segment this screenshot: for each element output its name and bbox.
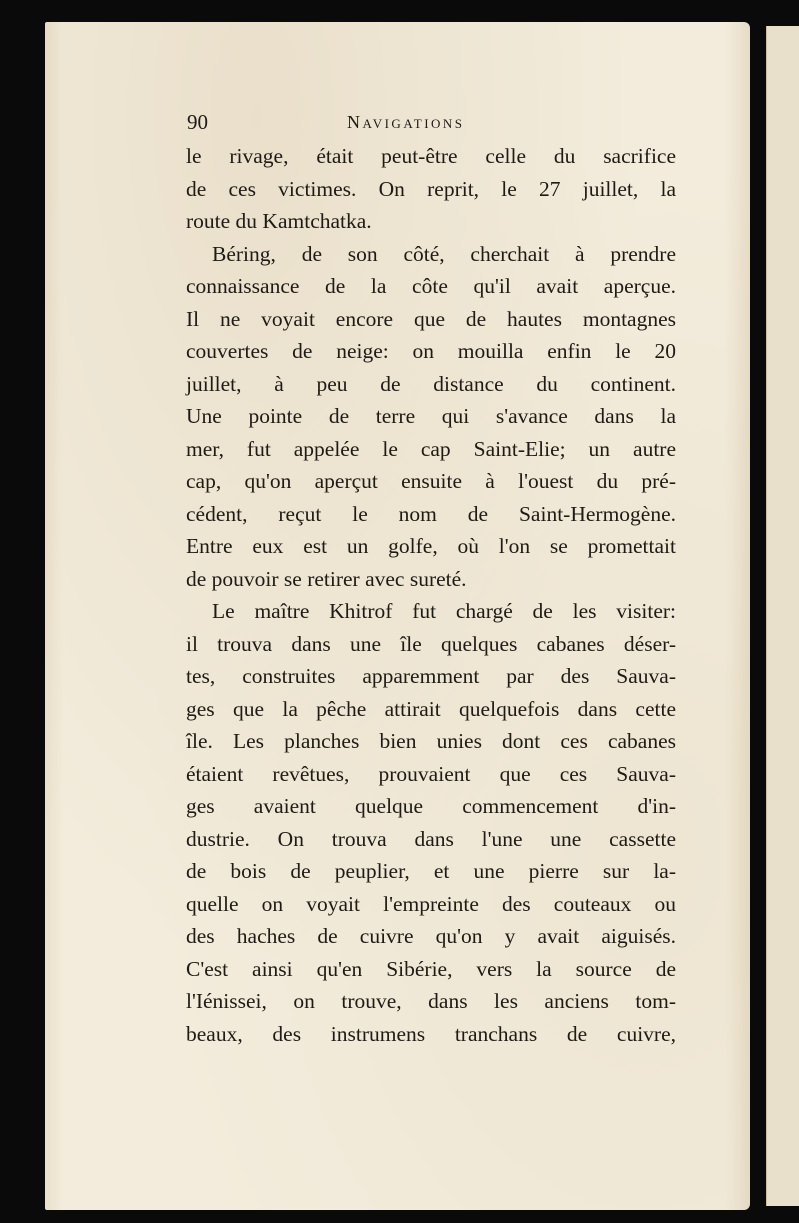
text-line: juillet, à peu de distance du continent. — [186, 371, 676, 396]
text-line: des haches de cuivre qu'on y avait aiguisés. — [186, 924, 676, 948]
text-line: beaux, des instrumens tranchans de cuivre, — [186, 1021, 676, 1046]
text-line: mer, fut appelée le cap Saint-Elie; un autre — [186, 436, 676, 461]
text-line: le rivage, était peut-être celle du sacrifice — [186, 144, 676, 168]
text-line: île. Les planches bien unies dont ces cabanes — [186, 729, 676, 753]
running-head-title: Navigations — [347, 112, 465, 132]
text-line: Béring, de son côté, cherchait à prendre — [212, 241, 676, 266]
text-line: couvertes de neige: on mouilla enfin le 20 — [186, 339, 676, 363]
page-content — [141, 100, 687, 1050]
text-line: ges avaient quelque commencement d'in- — [186, 794, 676, 818]
text-line: il trouva dans une île quelques cabanes déser- — [186, 631, 676, 656]
text-line: étaient revêtues, prouvaient que ces Sauva- — [186, 761, 676, 786]
text-line: quelle on voyait l'empreinte des couteaux ou — [186, 891, 676, 916]
page-number: 90 — [187, 110, 208, 134]
text-line: Le maître Khitrof fut chargé de les visiter: — [212, 599, 676, 623]
text-line: l'Iénissei, on trouve, dans les anciens tom- — [186, 989, 676, 1013]
text-line: tes, construites apparemment par des Sauva- — [186, 664, 676, 688]
text-line: Entre eux est un golfe, où l'on se promettait — [186, 534, 676, 558]
text-line: cap, qu'on aperçut ensuite à l'ouest du pré- — [186, 469, 676, 493]
text-line: ges que la pêche attirait quelquefois dans cette — [186, 696, 676, 721]
text-line: connaissance de la côte qu'il avait aperçue. — [186, 274, 676, 298]
text-line: dustrie. On trouva dans l'une une cassette — [186, 826, 676, 851]
text-line: C'est ainsi qu'en Sibérie, vers la source de — [186, 956, 676, 981]
running-head — [141, 100, 687, 140]
text-line: route du Kamtchatka. — [186, 209, 372, 233]
text-line: de ces victimes. On reprit, le 27 juillet, la — [186, 176, 676, 201]
text-line: Il ne voyait encore que de hautes montagnes — [186, 306, 676, 331]
text-line: de bois de peuplier, et une pierre sur la- — [186, 859, 676, 883]
body-text — [186, 140, 676, 1050]
text-line: de pouvoir se retirer avec sureté. — [186, 566, 467, 591]
facing-page-edge — [766, 26, 799, 1206]
text-line: cédent, reçut le nom de Saint-Hermogène. — [186, 501, 676, 526]
text-line: Une pointe de terre qui s'avance dans la — [186, 404, 676, 428]
